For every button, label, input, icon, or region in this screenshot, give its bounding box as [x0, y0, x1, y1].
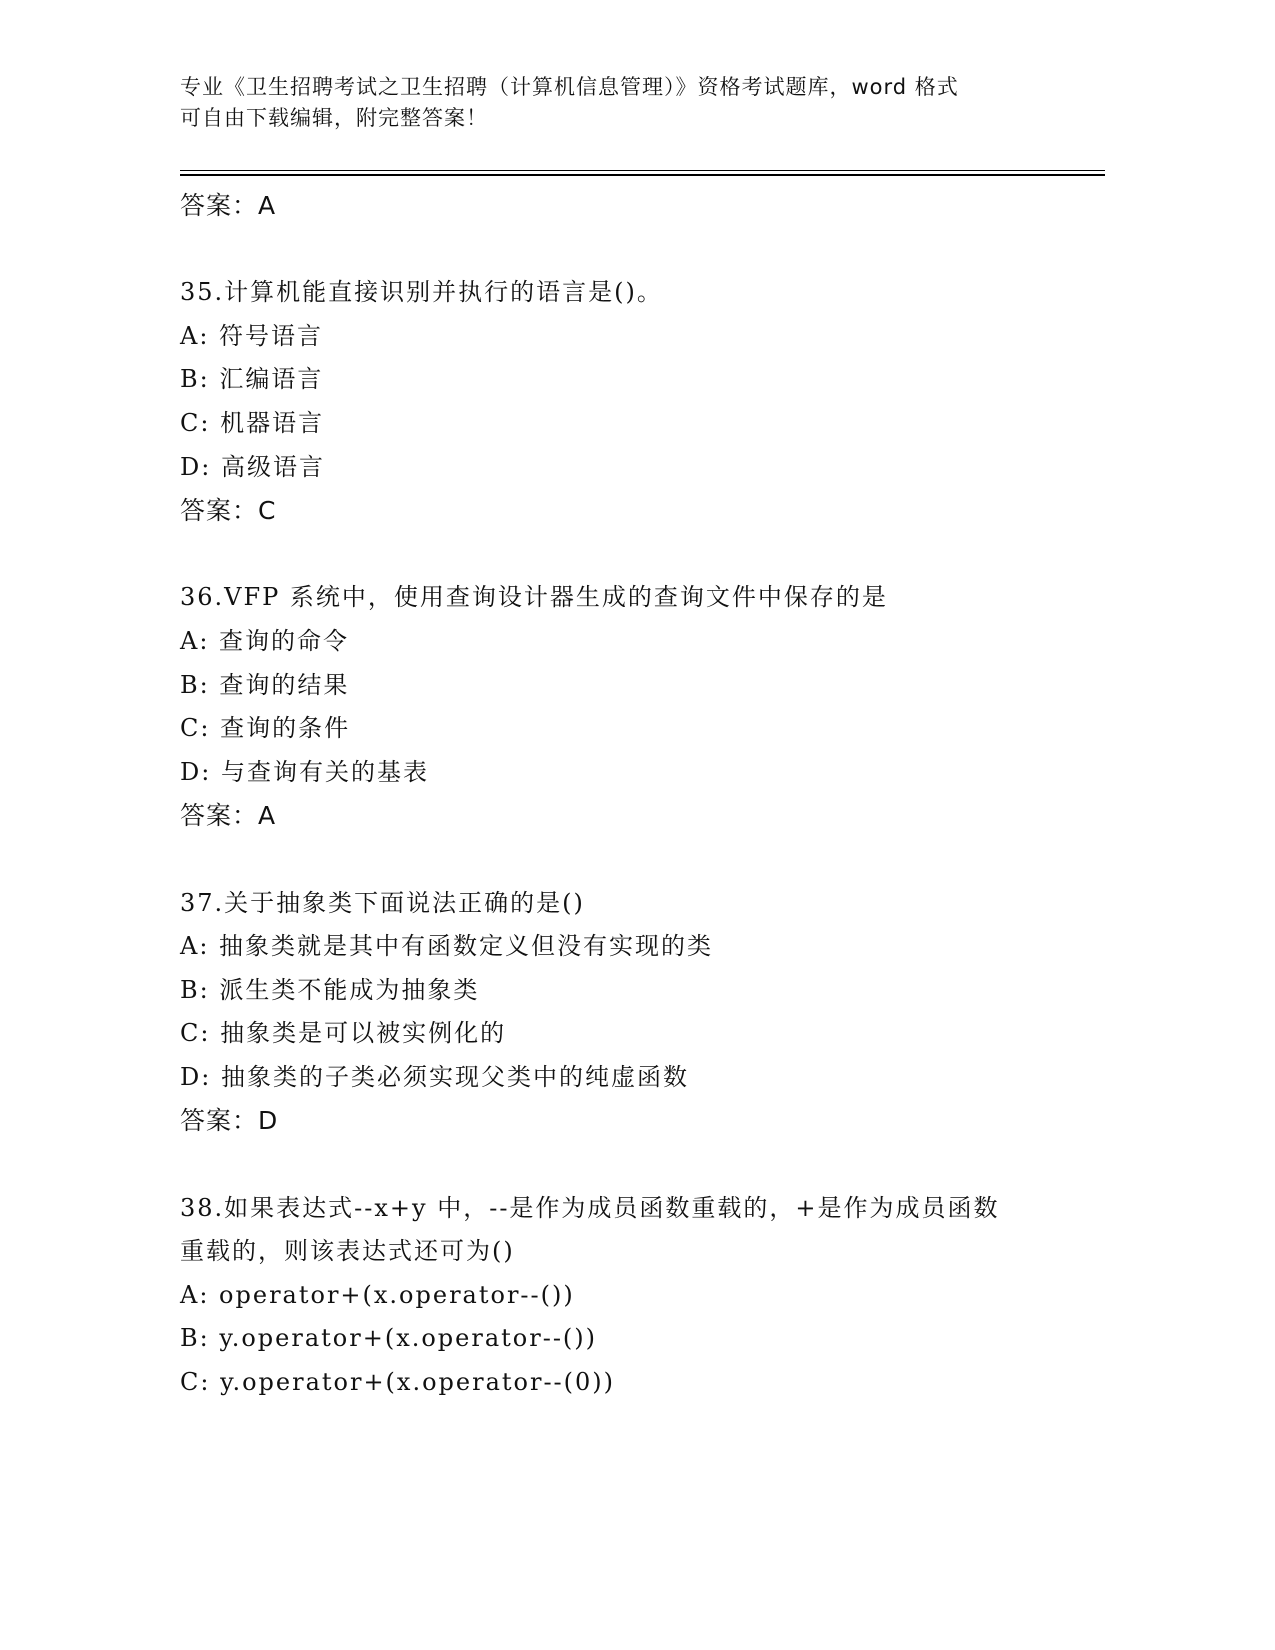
option-c: C: y.operator+(x.operator--(0)): [180, 1368, 616, 1397]
header-line-2: 可自由下载编辑，附完整答案！: [180, 106, 488, 130]
spacer: [180, 1143, 1060, 1187]
option-a: A: 符号语言: [180, 321, 324, 350]
option-c: C: 抽象类是可以被实例化的: [180, 1019, 507, 1048]
option-a: A: 抽象类就是其中有函数定义但没有实现的类: [180, 932, 714, 961]
answer: 答案：D: [180, 1106, 279, 1136]
question-36: [180, 576, 1060, 838]
option-d: D: 与查询有关的基表: [180, 757, 429, 786]
previous-answer: 答案：A: [180, 191, 277, 220]
spacer: [180, 838, 1060, 882]
question-35: [180, 271, 1060, 533]
question-stem: 37.关于抽象类下面说法正确的是(): [180, 888, 585, 917]
header-line-1: 专业《卫生招聘考试之卫生招聘（计算机信息管理）》资格考试题库，word 格式: [180, 75, 959, 99]
option-c: C: 查询的条件: [180, 714, 351, 743]
spacer: [180, 533, 1060, 577]
option-d: D: 抽象类的子类必须实现父类中的纯虚函数: [180, 1062, 689, 1091]
option-b: B: 查询的结果: [180, 670, 350, 699]
option-b: B: 汇编语言: [180, 365, 324, 394]
option-d: D: 高级语言: [180, 452, 325, 481]
answer: 答案：C: [180, 496, 277, 526]
answer: 答案：A: [180, 801, 277, 831]
question-37: [180, 882, 1060, 1144]
question-stem-line-1: 38.如果表达式--x+y 中，--是作为成员函数重载的，+是作为成员函数: [180, 1193, 1000, 1222]
option-a: A: operator+(x.operator--()): [180, 1280, 575, 1309]
option-c: C: 机器语言: [180, 408, 325, 437]
header-divider-thin: [180, 170, 1105, 171]
question-list: [180, 184, 1060, 1405]
question-stem: 36.VFP 系统中，使用查询设计器生成的查询文件中保存的是: [180, 583, 888, 612]
question-stem-line-2: 重载的，则该表达式还可为(): [180, 1237, 515, 1266]
document-header: [180, 72, 1060, 134]
option-b: B: 派生类不能成为抽象类: [180, 975, 480, 1004]
option-a: A: 查询的命令: [180, 626, 350, 655]
question-38: [180, 1187, 1060, 1405]
question-stem: 35.计算机能直接识别并执行的语言是()。: [180, 278, 663, 307]
spacer: [180, 228, 1060, 272]
header-divider-thick: [180, 174, 1105, 176]
option-b: B: y.operator+(x.operator--()): [180, 1324, 598, 1353]
